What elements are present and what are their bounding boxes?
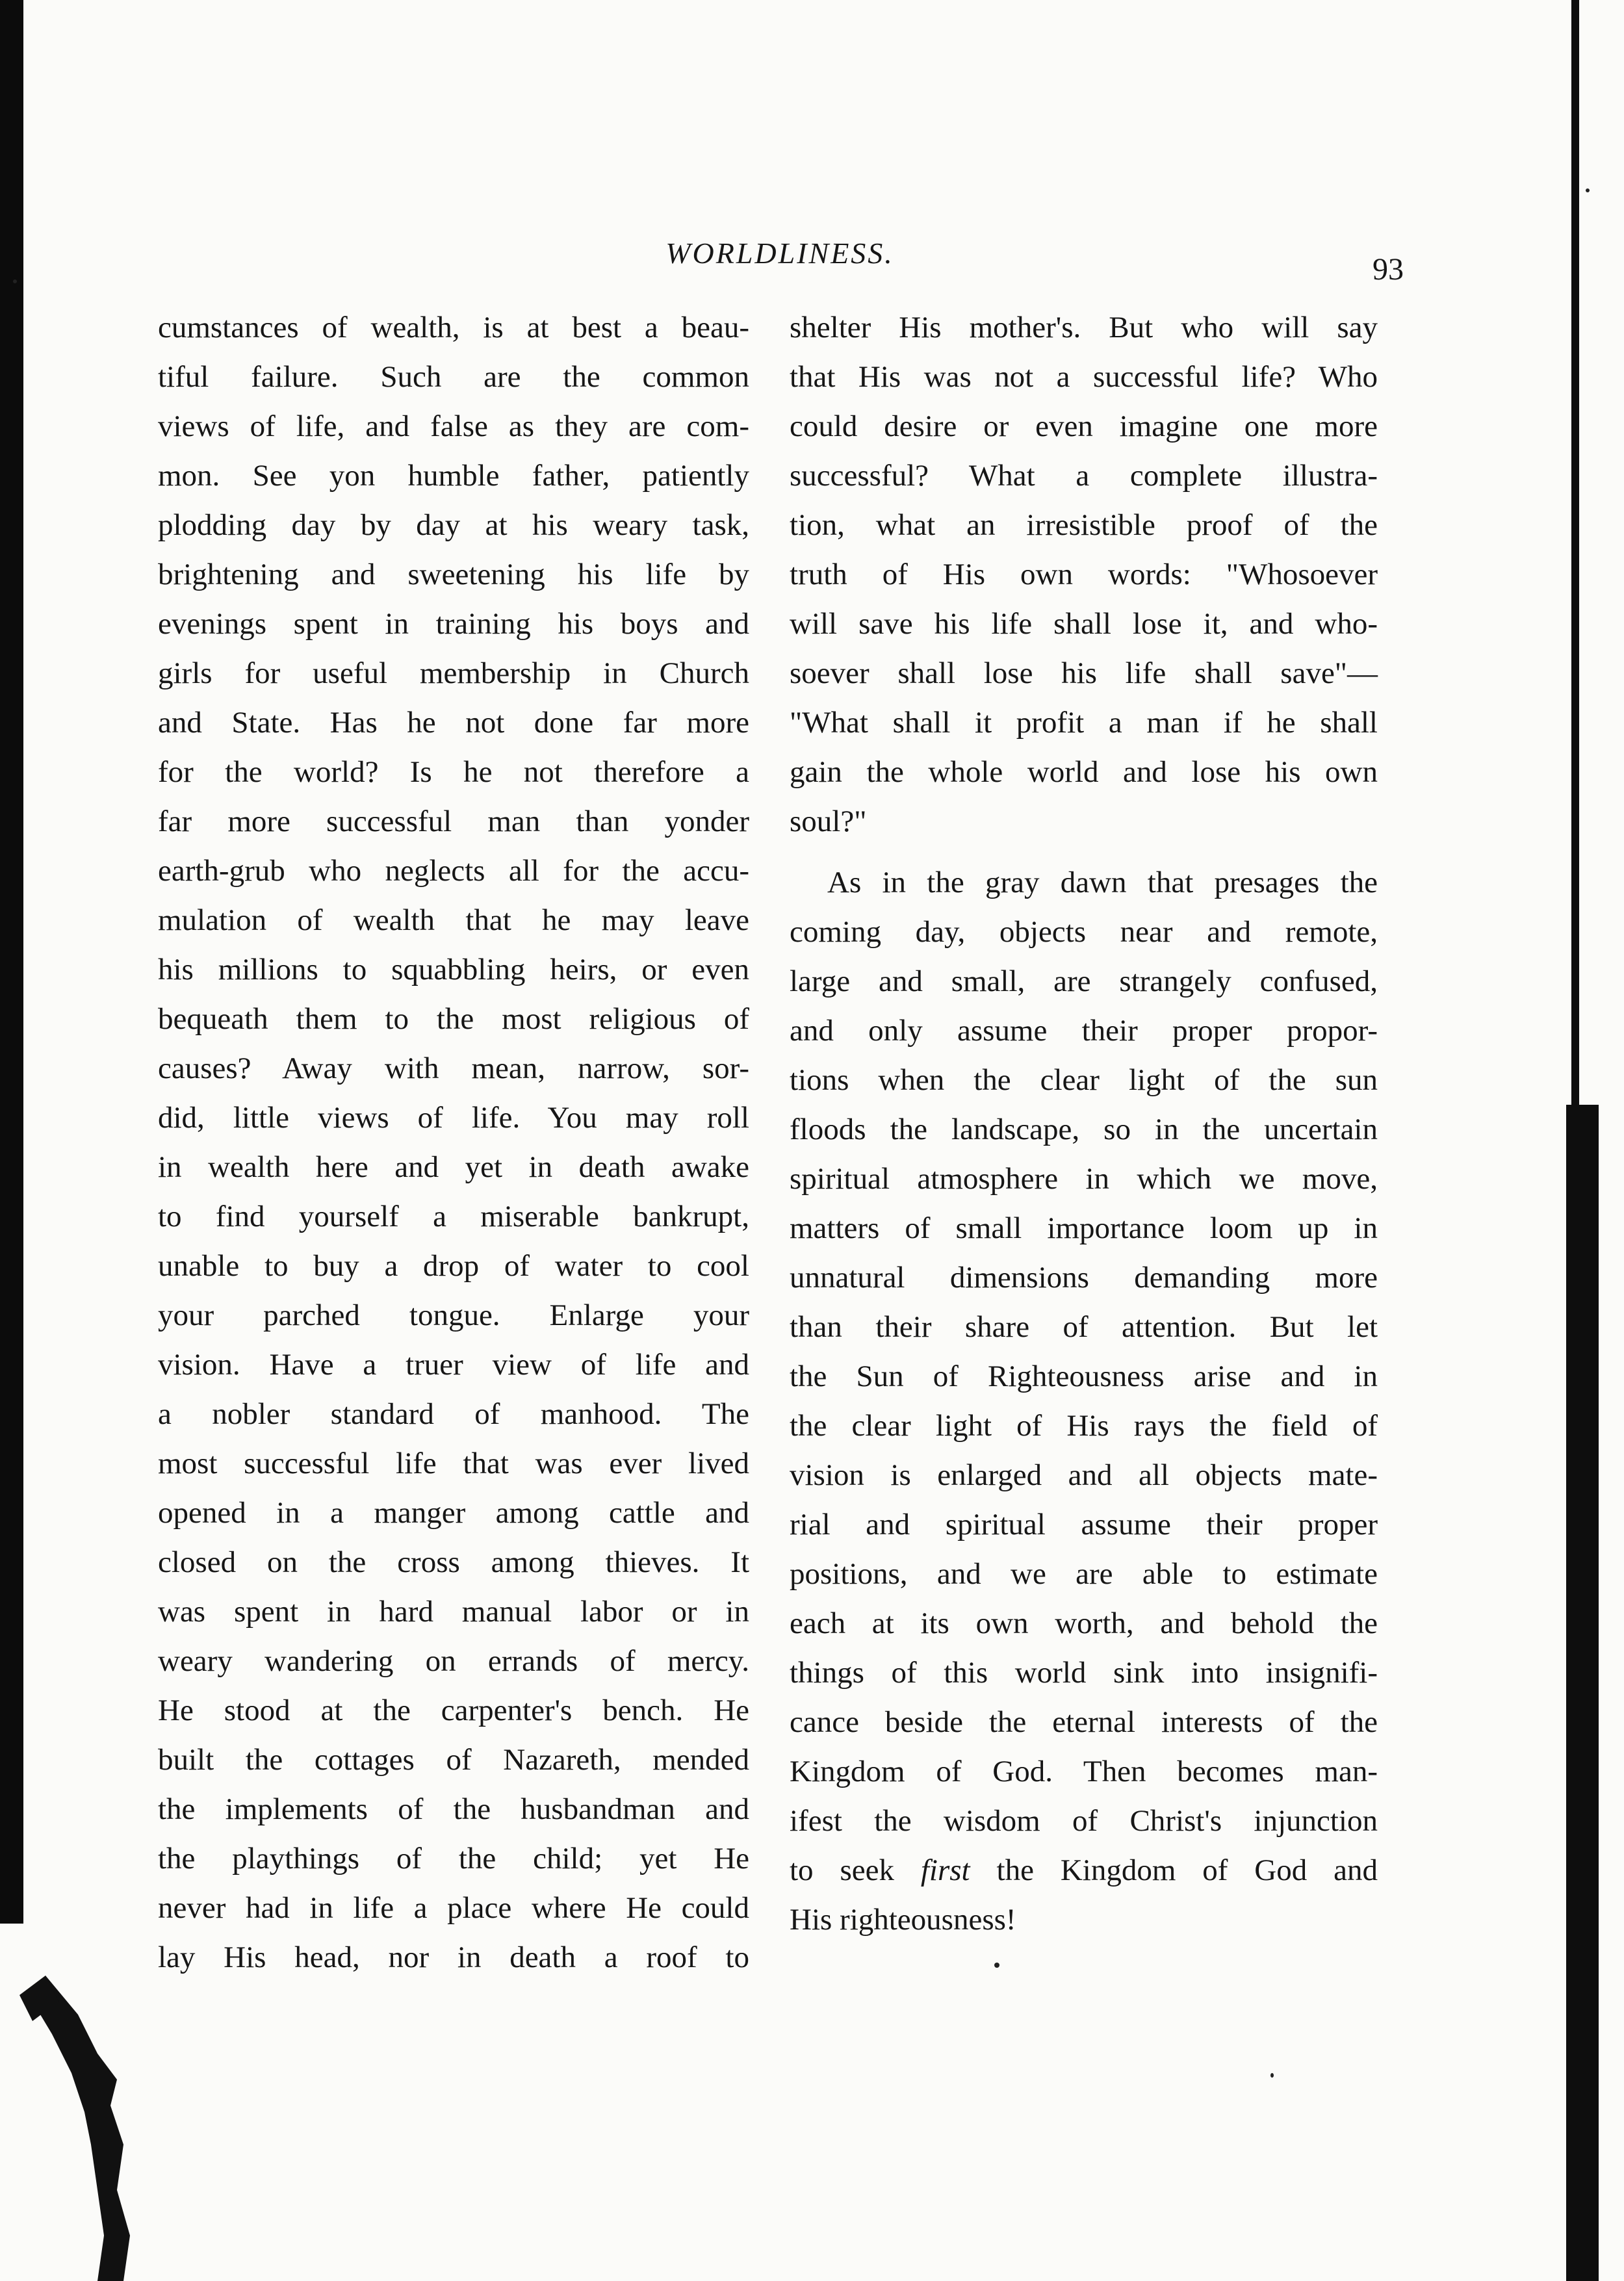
text-line: that His was not a successful life? Who (790, 360, 1378, 394)
text-line: bequeath them to the most religious of (158, 1002, 749, 1036)
text-line: was spent in hard manual labor or in (158, 1595, 749, 1629)
text-line: evenings spent in training his boys and (158, 607, 749, 641)
emphasis-word: first (920, 1853, 970, 1887)
scan-edge-left (0, 0, 23, 1924)
text-line: will save his life shall lose it, and who- (790, 607, 1378, 641)
text-line: lay His head, nor in death a roof to (158, 1940, 749, 1974)
text-line: mulation of wealth that he may leave (158, 903, 749, 937)
text-line: Kingdom of God. Then becomes man- (790, 1755, 1378, 1788)
text-line: As in the gray dawn that presages the (827, 866, 1378, 899)
paragraph (790, 858, 1378, 1944)
text-line: causes? Away with mean, narrow, sor- (158, 1051, 749, 1085)
text-line: brightening and sweetening his life by (158, 558, 749, 591)
text-line: most successful life that was ever lived (158, 1447, 749, 1480)
text-line: successful? What a complete illustra- (790, 459, 1378, 493)
text-line: your parched tongue. Enlarge your (158, 1298, 749, 1332)
text-line: built the cottages of Nazareth, mended (158, 1743, 749, 1777)
text-line: the clear light of His rays the field of (790, 1409, 1378, 1443)
text-line: than their share of attention. But let (790, 1310, 1378, 1344)
text-line: mon. See yon humble father, patiently (158, 459, 749, 493)
text-run: the Kingdom of God and (970, 1853, 1378, 1887)
text-line: and only assume their proper propor- (790, 1014, 1378, 1048)
text-line: vision is enlarged and all objects mate- (790, 1458, 1378, 1492)
text-line: cance beside the eternal interests of the (790, 1705, 1378, 1739)
scan-speck (1586, 188, 1590, 192)
text-line: rial and spiritual assume their proper (790, 1508, 1378, 1541)
text-line: closed on the cross among thieves. It (158, 1545, 749, 1579)
text-line: did, little views of life. You may roll (158, 1101, 749, 1135)
text-line: each at its own worth, and behold the (790, 1606, 1378, 1640)
text-line: ifest the wisdom of Christ's injunction (790, 1804, 1378, 1838)
text-line: His righteousness! (790, 1903, 1016, 1937)
text-line: spiritual atmosphere in which we move, (790, 1162, 1378, 1196)
text-line: floods the landscape, so in the uncertain (790, 1113, 1378, 1146)
text-line: to find yourself a miserable bankrupt, (158, 1200, 749, 1233)
text-line: "What shall it profit a man if he shall (790, 706, 1378, 740)
scan-speck (1270, 2073, 1274, 2078)
page-number: 93 (1373, 252, 1404, 287)
text-line: coming day, objects near and remote, (790, 915, 1378, 949)
text-line: vision. Have a truer view of life and (158, 1348, 749, 1382)
text-line: far more successful man than yonder (158, 805, 749, 838)
scan-speck (994, 1963, 999, 1968)
text-line: tion, what an irresistible proof of the (790, 508, 1378, 542)
text-line: He stood at the carpenter's bench. He (158, 1694, 749, 1727)
text-line: girls for useful membership in Church (158, 656, 749, 690)
text-run: to seek (790, 1853, 921, 1887)
text-line: large and small, are strangely confused, (790, 964, 1378, 998)
text-line: tiful failure. Such are the common (158, 360, 749, 394)
text-line: a nobler standard of manhood. The (158, 1397, 749, 1431)
scan-speck (13, 279, 17, 283)
text-line: opened in a manger among cattle and (158, 1496, 749, 1530)
text-line: matters of small importance loom up in (790, 1211, 1378, 1245)
text-line: positions, and we are able to estimate (790, 1557, 1378, 1591)
text-line: soever shall lose his life shall save"— (790, 656, 1378, 690)
text-line: earth-grub who neglects all for the accu- (158, 854, 749, 888)
right-column (790, 303, 1378, 1944)
text-line: could desire or even imagine one more (790, 409, 1378, 443)
scan-edge-right-lower (1566, 1105, 1599, 2281)
text-line: things of this world sink into insignifi- (790, 1656, 1378, 1690)
scan-corner-artifact (19, 1976, 175, 2281)
text-line (790, 1846, 1378, 1895)
left-column (158, 303, 749, 1982)
running-title: WORLDLINESS. (665, 237, 894, 270)
text-line: soul?" (790, 805, 867, 838)
text-line: in wealth here and yet in death awake (158, 1150, 749, 1184)
text-line: plodding day by day at his weary task, (158, 508, 749, 542)
text-line: shelter His mother's. But who will say (790, 311, 1378, 344)
text-line: his millions to squabbling heirs, or even (158, 953, 749, 986)
text-line: cumstances of wealth, is at best a beau- (158, 311, 749, 344)
text-line: weary wandering on errands of mercy. (158, 1644, 749, 1678)
text-line: unable to buy a drop of water to cool (158, 1249, 749, 1283)
text-line: tions when the clear light of the sun (790, 1063, 1378, 1097)
text-line: views of life, and false as they are com- (158, 409, 749, 443)
text-line: unnatural dimensions demanding more (790, 1261, 1378, 1295)
text-line: the implements of the husbandman and (158, 1792, 749, 1826)
paragraph (790, 303, 1378, 846)
text-line: gain the whole world and lose his own (790, 755, 1378, 789)
text-line: the Sun of Righteousness arise and in (790, 1360, 1378, 1393)
text-line: for the world? Is he not therefore a (158, 755, 749, 789)
text-line: the playthings of the child; yet He (158, 1842, 749, 1875)
text-line: never had in life a place where He could (158, 1891, 749, 1925)
text-line: and State. Has he not done far more (158, 706, 749, 740)
text-line: truth of His own words: "Whosoever (790, 558, 1378, 591)
